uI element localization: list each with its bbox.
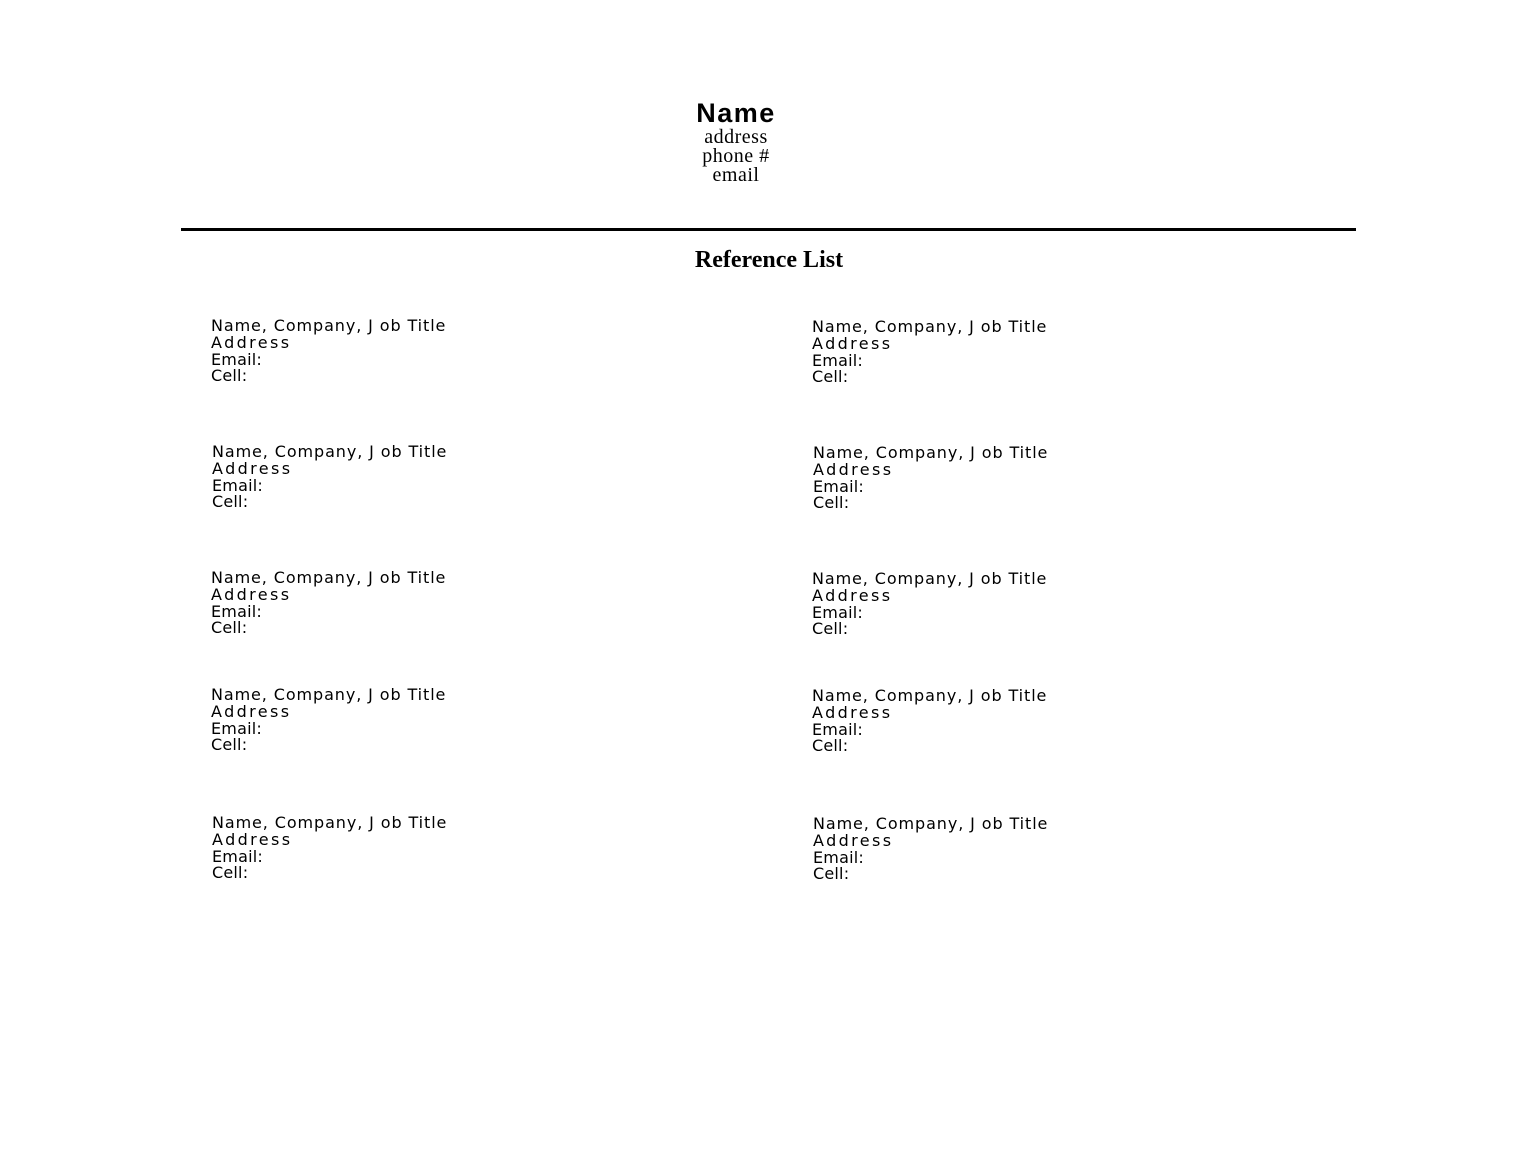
reference-address: Address <box>812 702 893 722</box>
reference-entry <box>212 815 447 882</box>
reference-title-line: Name, Company, J ob Title <box>211 316 447 335</box>
reference-address: Address <box>211 332 292 352</box>
reference-entry <box>813 445 1048 512</box>
reference-email-label: Email: <box>813 476 864 496</box>
reference-cell-label: Cell: <box>211 618 248 638</box>
reference-title-line: Name, Company, J ob Title <box>211 568 447 587</box>
reference-email-label: Email: <box>212 846 263 866</box>
reference-address: Address <box>812 585 893 605</box>
reference-cell-label: Cell: <box>211 735 248 755</box>
reference-address: Address <box>813 459 894 479</box>
reference-cell-label: Cell: <box>211 366 248 386</box>
reference-email-label: Email: <box>211 601 262 621</box>
reference-email-label: Email: <box>812 719 863 739</box>
reference-title-line: Name, Company, J ob Title <box>813 814 1049 833</box>
reference-address: Address <box>211 701 292 721</box>
reference-title-line: Name, Company, J ob Title <box>813 443 1049 462</box>
reference-title-line: Name, Company, J ob Title <box>212 813 448 832</box>
applicant-email: email <box>712 164 760 186</box>
reference-title-line: Name, Company, J ob Title <box>812 317 1048 336</box>
reference-email-label: Email: <box>812 350 863 370</box>
reference-entry <box>812 688 1047 755</box>
reference-entry <box>212 444 447 511</box>
reference-cell-label: Cell: <box>813 493 850 513</box>
reference-cell-label: Cell: <box>813 864 850 884</box>
applicant-name: Name <box>696 98 776 128</box>
reference-cell-label: Cell: <box>812 367 849 387</box>
reference-email-label: Email: <box>211 718 262 738</box>
reference-title-line: Name, Company, J ob Title <box>812 686 1048 705</box>
reference-email-label: Email: <box>211 349 262 369</box>
reference-entry <box>211 318 446 385</box>
reference-entry <box>211 570 446 637</box>
reference-cell-label: Cell: <box>212 863 249 883</box>
applicant-phone: phone # <box>702 145 770 167</box>
reference-cell-label: Cell: <box>812 736 849 756</box>
reference-cell-label: Cell: <box>212 492 249 512</box>
reference-entry <box>211 687 446 754</box>
reference-title-line: Name, Company, J ob Title <box>812 569 1048 588</box>
reference-email-label: Email: <box>813 847 864 867</box>
reference-email-label: Email: <box>212 475 263 495</box>
section-title-text: Reference List <box>694 247 844 273</box>
reference-address: Address <box>212 458 293 478</box>
reference-address: Address <box>212 829 293 849</box>
reference-address: Address <box>813 830 894 850</box>
reference-entry <box>812 571 1047 638</box>
applicant-address: address <box>704 126 768 148</box>
reference-title-line: Name, Company, J ob Title <box>211 685 447 704</box>
reference-entry <box>812 319 1047 386</box>
reference-address: Address <box>211 584 292 604</box>
reference-entry <box>813 816 1048 883</box>
reference-title-line: Name, Company, J ob Title <box>212 442 448 461</box>
reference-address: Address <box>812 333 893 353</box>
reference-email-label: Email: <box>812 602 863 622</box>
reference-cell-label: Cell: <box>812 619 849 639</box>
